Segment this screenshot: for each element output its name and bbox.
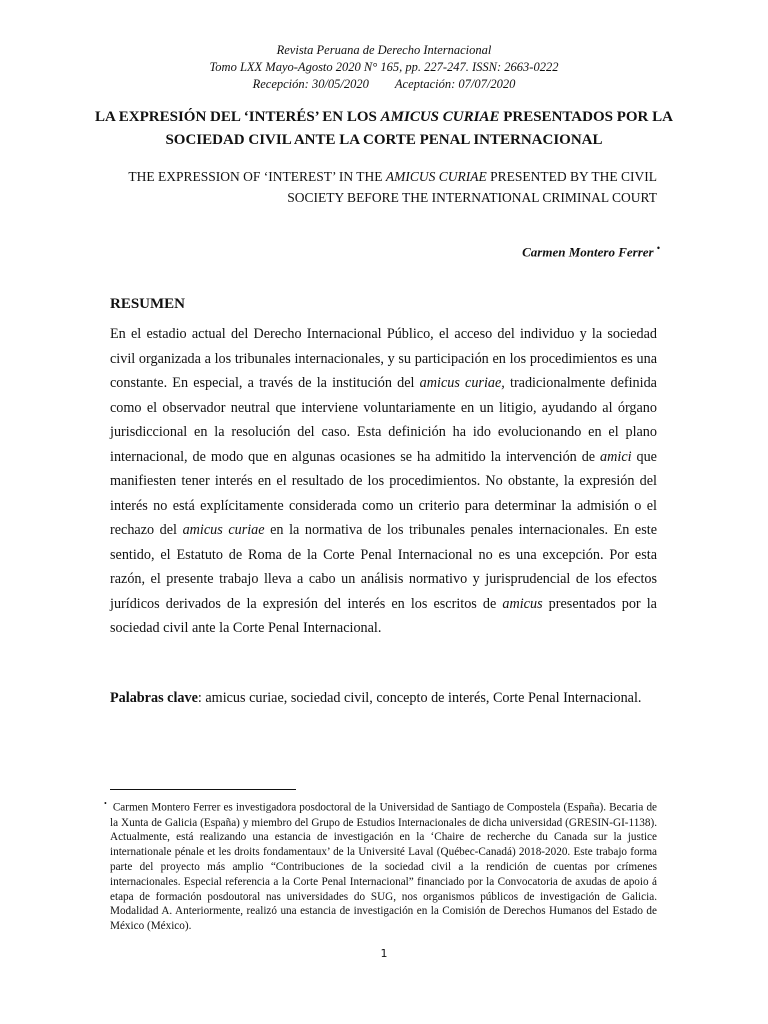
title-es-part1: LA EXPRESIÓN DEL ‘INTERÉS’ EN LOS: [95, 109, 381, 125]
title-es-part2: PRESENTADOS POR LA SOCIEDAD CIVIL ANTE LA CORTE PENAL INTERNACIONAL: [165, 109, 673, 148]
journal-name: Revista Peruana de Derecho Internacional: [276, 43, 492, 57]
abstract-italic-1: amicus curiae,: [419, 375, 505, 391]
title-en-part2: PRESENTED BY THE CIVIL SOCIETY BEFORE THE INTERNATIONAL CRIMINAL COURT: [287, 169, 657, 205]
abstract-text-2: tradicionalmente definida como el observador neutral que interviene voluntariamente en un litigio, ayudando al órgano jurisdiccional en la resolución del caso. Esta definición ha ido evolucionando en el plano internacional, de modo que en algunas ocasiones se ha admitido la intervención de: [110, 375, 657, 465]
footnote-text: Carmen Montero Ferrer es investigadora posdoctoral de la Universidad de Santiago de Compostela (España). Becaria de la Xunta de Galicia (España) y miembro del Grupo de Estudios Internacionales de dicha universidad (GRESIN-GI-1138). Actualmente, está realizando una estancia de investigación en la ‘Chaire de recherche du Canada sur la justice internationale pénale et les droits fondamentaux’ de la Université Laval (Québec-Canadá) 2018-2020. Este trabajo forma parte del proyecto más amplio “Contribuciones de la sociedad civil a la rendición de cuentas por crímenes internacionales. Especial referencia a la Corte Penal Internacional” financiado por la Convocatoria de axudas de apoio á etapa de formación posdoutoral nas universidades do SUG, nos organismos públicos de investigación de Galicia. Modalidad A. Anteriormente, realizó una estancia de investigación en la Comisión de Derechos Humanos del Estado de México (México).: [110, 801, 657, 933]
abstract-heading: RESUMEN: [110, 296, 186, 312]
abstract-italic-4: amicus: [502, 595, 543, 612]
abstract-text-3: que manifiesten tener interés en el resultado de los procedimientos. No obstante, la expresión del interés no está explícitamente considerada como un criterio para determinar la admisión o el rechazo del: [110, 448, 657, 538]
accepted-date: Aceptación: 07/07/2020: [394, 77, 516, 91]
journal-volume-info: Tomo LXX Mayo-Agosto 2020 N° 165, pp. 227-247. ISSN: 2663-0222: [209, 60, 559, 74]
keywords-text: : amicus curiae, sociedad civil, concepto de interés, Corte Penal Internacional.: [197, 690, 642, 706]
title-en-italic: AMICUS CURIAE: [385, 169, 487, 184]
author-footnote-marker[interactable]: •: [656, 243, 660, 253]
title-es-italic: AMICUS CURIAE: [380, 109, 500, 125]
page-number: 1: [380, 947, 388, 960]
keywords: [110, 686, 657, 711]
title-en-part1: THE EXPRESSION OF ‘INTEREST’ IN THE: [128, 169, 386, 184]
abstract-text-5: presentados por la sociedad civil ante la Corte Penal Internacional.: [110, 595, 657, 636]
journal-dates: [0, 76, 768, 93]
abstract-italic-3: amicus curiae: [182, 522, 265, 538]
footnote-marker: •: [104, 799, 107, 808]
author-name: Carmen Montero Ferrer: [522, 244, 654, 260]
author-line: [522, 243, 660, 260]
footnote-separator: [110, 789, 296, 790]
footnote: [104, 797, 657, 934]
abstract-body: [110, 322, 657, 641]
title-spanish: [60, 106, 708, 152]
abstract-text-1: En el estadio actual del Derecho Internacional Público, el acceso del individuo y la sociedad civil organizada a los tribunales internacionales, y su participación en los procedimientos es una constante. En especial, a través de la institución del: [110, 326, 657, 391]
received-date: Recepción: 30/05/2020: [252, 77, 369, 91]
journal-header: [0, 42, 768, 93]
title-english: [110, 166, 657, 208]
abstract-italic-2: amici: [600, 448, 632, 465]
keywords-label: Palabras clave: [110, 690, 198, 706]
abstract-text-4: en la normativa de los tribunales penales internacionales. En este sentido, el Estatuto de Roma de la Corte Penal Internacional no es una excepción. Por esta razón, el presente trabajo lleva a cabo un análisis normativo y jurisprudencial de los efectos jurídicos derivados de la expresión del interés en los escritos de: [110, 522, 657, 612]
